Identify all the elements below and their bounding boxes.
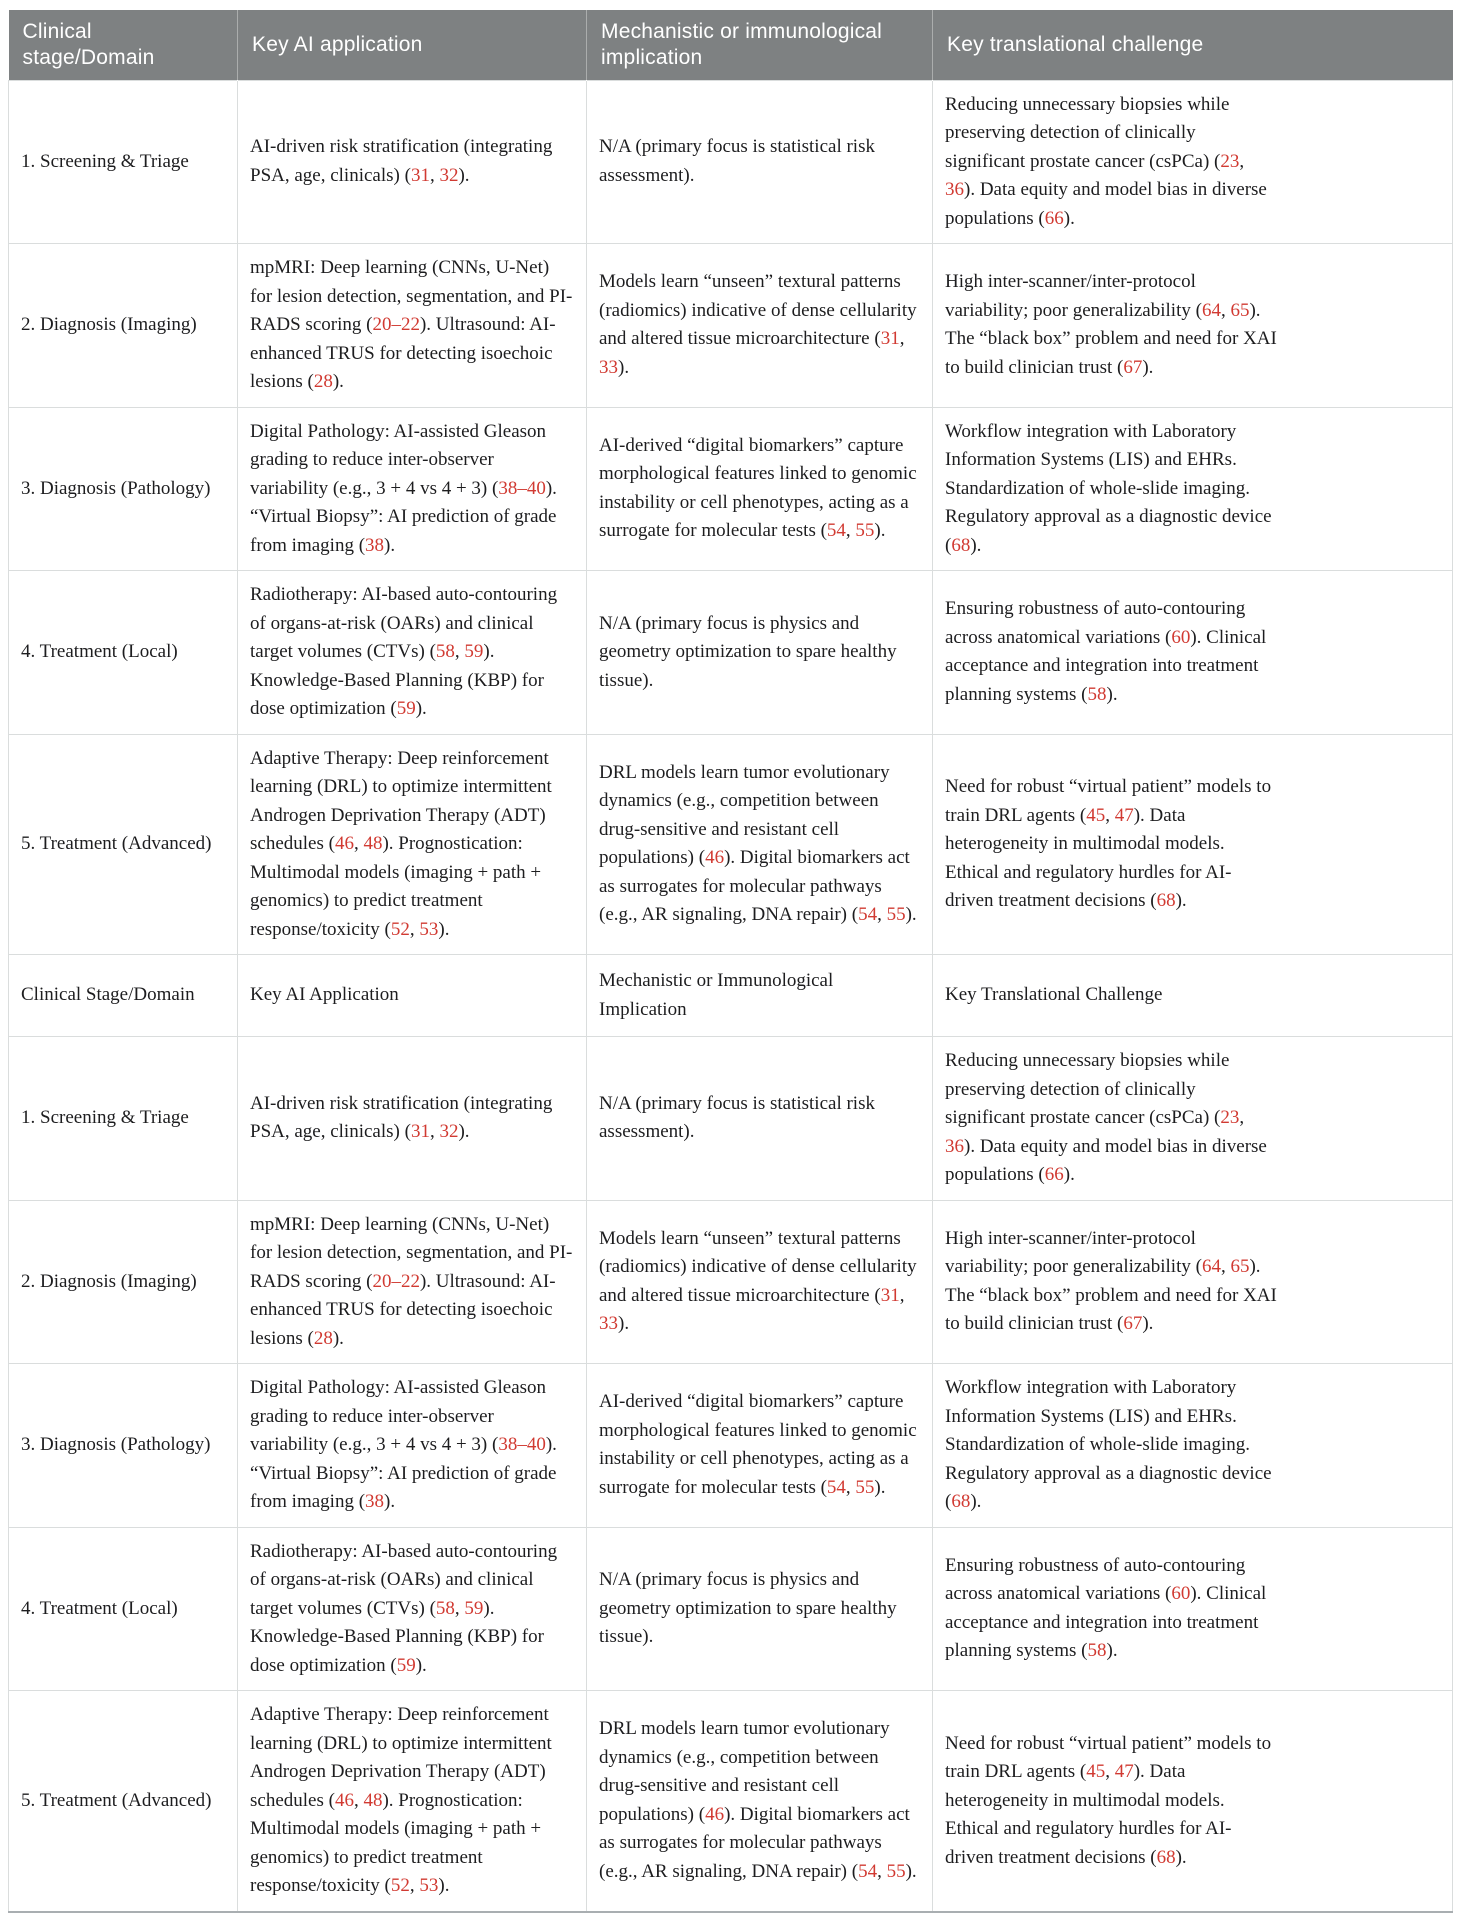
cell-ai-application: Radiotherapy: AI-based auto-contouring of organs-at-risk (OARs) and clinical target volumes (CTVs) (58, 59). Knowledge-Based Planning (KBP) for dose optimization (59). [238,571,587,735]
cell-translational-challenge: Reducing unnecessary biopsies while preserving detection of clinically significant prostate cancer (csPCa) (23, 36). Data equity and model bias in diverse populations (66). [933,80,1453,244]
citation-ref[interactable]: 68 [951,1491,971,1512]
citation-ref[interactable]: 45 [1086,1761,1106,1782]
citation-ref[interactable]: 47 [1114,804,1134,826]
cell-translational-challenge: Reducing unnecessary biopsies while preserving detection of clinically significant prostate cancer (csPCa) (23, 36). Data equity and model bias in diverse populations (66). [933,1037,1453,1201]
cell-clinical-stage: 2. Diagnosis (Imaging) [9,1200,238,1364]
cell-mechanistic-implication: DRL models learn tumor evolutionary dynamics (e.g., competition between drug-sensitive and resistant cell populations) (46). Digital biomarkers act as surrogates for molecular pathways (e.g., AR signaling, DNA repair) (54, 55). [587,734,933,955]
table-row [9,1691,1453,1912]
cell-clinical-stage: 4. Treatment (Local) [9,1527,238,1691]
citation-ref[interactable]: 66 [1044,207,1064,229]
cell-translational-challenge: Need for robust “virtual patient” models to train DRL agents (45, 47). Data heterogeneity in multimodal models. Ethical and regulatory hurdles for AI-driven treatment decisions (68). [933,734,1453,955]
clinical-ai-table [8,10,1453,1913]
citation-ref[interactable]: 65 [1230,299,1250,321]
citation-ref[interactable]: 64 [1201,299,1221,321]
citation-ref[interactable]: 48 [363,1789,383,1811]
citation-ref[interactable]: 67 [1123,356,1143,378]
citation-ref[interactable]: 54 [858,1860,878,1882]
citation-ref[interactable]: 47 [1114,1761,1134,1782]
table-row [9,734,1453,955]
citation-ref[interactable]: 67 [1123,1313,1143,1335]
cell-translational-challenge: Ensuring robustness of auto-contouring across anatomical variations (60). Clinical acceptance and integration into treatment planning systems (58). [933,571,1453,735]
citation-ref[interactable]: 58 [435,1597,455,1619]
citation-ref[interactable]: 33 [599,1313,618,1335]
cell-ai-application: AI-driven risk stratification (integrating PSA, age, clinicals) (31, 32). [238,1037,587,1201]
cell-clinical-stage: 4. Treatment (Local) [9,571,238,735]
cell-mechanistic-implication: DRL models learn tumor evolutionary dynamics (e.g., competition between drug-sensitive and resistant cell populations) (46). Digital biomarkers act as surrogates for molecular pathways (e.g., AR signaling, DNA repair) (54, 55). [587,1691,933,1912]
citation-ref[interactable]: 68 [1156,890,1176,911]
citation-ref[interactable]: 32 [439,164,459,186]
cell-ai-application: Radiotherapy: AI-based auto-contouring of organs-at-risk (OARs) and clinical target volumes (CTVs) (58, 59). Knowledge-Based Planning (KBP) for dose optimization (59). [238,1527,587,1691]
citation-ref[interactable]: 60 [1171,626,1191,648]
citation-ref[interactable]: 58 [1087,1640,1107,1662]
column-header-translational-challenge: Key translational challenge [933,10,1453,80]
citation-ref[interactable]: 53 [419,1875,439,1896]
repeat-header-row [9,955,1453,1037]
cell-clinical-stage: 5. Treatment (Advanced) [9,734,238,955]
citation-ref[interactable]: 58 [1087,683,1107,705]
citation-ref[interactable]: 59 [464,641,484,662]
citation-ref[interactable]: 46 [334,833,354,854]
table-row [9,244,1453,408]
citation-ref[interactable]: 20–22 [372,314,420,335]
repeat-header-cell: Clinical Stage/Domain [9,955,238,1037]
cell-ai-application: Digital Pathology: AI-assisted Gleason grading to reduce inter-observer variability (e.g., 3 + 4 vs 4 + 3) (38–40). “Virtual Biopsy”: AI prediction of grade from imaging (38). [238,407,587,571]
cell-clinical-stage: 1. Screening & Triage [9,1037,238,1201]
cell-mechanistic-implication: N/A (primary focus is physics and geometry optimization to spare healthy tissue). [587,1527,933,1691]
cell-ai-application: mpMRI: Deep learning (CNNs, U-Net) for lesion detection, segmentation, and PI-RADS scoring (20–22). Ultrasound: AI-enhanced TRUS for detecting isoechoic lesions (28). [238,1200,587,1364]
cell-ai-application: Digital Pathology: AI-assisted Gleason grading to reduce inter-observer variability (e.g., 3 + 4 vs 4 + 3) (38–40). “Virtual Biopsy”: AI prediction of grade from imaging (38). [238,1364,587,1528]
citation-ref[interactable]: 58 [435,641,455,662]
cell-translational-challenge: High inter-scanner/inter-protocol variability; poor generalizability (64, 65). The “black box” problem and need for XAI to build clinician trust (67). [933,1200,1453,1364]
citation-ref[interactable]: 59 [396,698,416,719]
cell-mechanistic-implication: N/A (primary focus is statistical risk assessment). [587,80,933,244]
citation-ref[interactable]: 53 [419,918,439,940]
citation-ref[interactable]: 48 [363,833,383,854]
citation-ref[interactable]: 55 [886,904,906,926]
citation-ref[interactable]: 20–22 [372,1270,420,1292]
table-row [9,1364,1453,1528]
citation-ref[interactable]: 38 [365,534,385,556]
repeat-header-cell: Key AI Application [238,955,587,1037]
cell-mechanistic-implication: AI-derived “digital biomarkers” capture morphological features linked to genomic instability or cell phenotypes, acting as a surrogate for molecular tests (54, 55). [587,1364,933,1528]
citation-ref[interactable]: 55 [855,1476,875,1498]
cell-mechanistic-implication: N/A (primary focus is statistical risk assessment). [587,1037,933,1201]
cell-translational-challenge: Ensuring robustness of auto-contouring across anatomical variations (60). Clinical acceptance and integration into treatment planning systems (58). [933,1527,1453,1691]
citation-ref[interactable]: 64 [1201,1256,1221,1278]
citation-ref[interactable]: 31 [410,164,430,186]
cell-mechanistic-implication: Models learn “unseen” textural patterns (radiomics) indicative of dense cellularity and altered tissue microarchitecture (31, 33). [587,244,933,408]
cell-mechanistic-implication: Models learn “unseen” textural patterns (radiomics) indicative of dense cellularity and altered tissue microarchitecture (31, 33). [587,1200,933,1364]
table-row [9,407,1453,571]
citation-ref[interactable]: 54 [858,904,878,926]
citation-ref[interactable]: 54 [826,1476,846,1498]
citation-ref[interactable]: 23 [1220,150,1240,172]
citation-ref[interactable]: 46 [705,1803,725,1825]
column-header-key-ai-application: Key AI application [238,10,587,80]
repeat-header-cell: Mechanistic or Immunological Implication [587,955,933,1037]
citation-ref[interactable]: 68 [951,534,971,556]
table-row [9,1200,1453,1364]
cell-clinical-stage: 1. Screening & Triage [9,80,238,244]
table-row [9,571,1453,735]
citation-ref[interactable]: 31 [410,1121,430,1143]
table-row [9,1527,1453,1691]
citation-ref[interactable]: 38 [365,1491,385,1512]
cell-translational-challenge: Workflow integration with Laboratory Information Systems (LIS) and EHRs. Standardization of whole-slide imaging. Regulatory approval as a diagnostic device (68). [933,407,1453,571]
citation-ref[interactable]: 59 [464,1597,484,1619]
citation-ref[interactable]: 59 [396,1654,416,1676]
repeat-header-cell: Key Translational Challenge [933,955,1453,1037]
citation-ref[interactable]: 45 [1086,804,1106,826]
cell-clinical-stage: 2. Diagnosis (Imaging) [9,244,238,408]
citation-ref[interactable]: 66 [1044,1164,1064,1185]
citation-ref[interactable]: 31 [880,328,900,350]
cell-ai-application: Adaptive Therapy: Deep reinforcement learning (DRL) to optimize intermittent Androgen Deprivation Therapy (ADT) schedules (46, 48). Prognostication: Multimodal models (imaging + path + genomics) to predict treatment response/toxicity (52, 53). [238,734,587,955]
citation-ref[interactable]: 52 [390,1875,410,1896]
citation-ref[interactable]: 52 [390,918,410,940]
cell-translational-challenge: Need for robust “virtual patient” models to train DRL agents (45, 47). Data heterogeneity in multimodal models. Ethical and regulatory hurdles for AI-driven treatment decisions (68). [933,1691,1453,1912]
column-header-mechanistic-implication: Mechanistic or immunological implication [587,10,933,80]
citation-ref[interactable]: 65 [1230,1256,1250,1278]
citation-ref[interactable]: 46 [334,1789,354,1811]
citation-ref[interactable]: 38–40 [498,477,546,499]
citation-ref[interactable]: 28 [313,371,333,392]
cell-clinical-stage: 3. Diagnosis (Pathology) [9,1364,238,1528]
citation-ref[interactable]: 36 [945,1135,964,1157]
citation-ref[interactable]: 28 [313,1327,333,1349]
table-row [9,80,1453,244]
cell-ai-application: Adaptive Therapy: Deep reinforcement learning (DRL) to optimize intermittent Androgen Deprivation Therapy (ADT) schedules (46, 48). Prognostication: Multimodal models (imaging + path + genomics) to predict treatment response/toxicity (52, 53). [238,1691,587,1912]
cell-mechanistic-implication: AI-derived “digital biomarkers” capture morphological features linked to genomic instability or cell phenotypes, acting as a surrogate for molecular tests (54, 55). [587,407,933,571]
citation-ref[interactable]: 55 [855,520,875,542]
citation-ref[interactable]: 36 [945,179,964,200]
citation-ref[interactable]: 23 [1220,1107,1240,1128]
cell-mechanistic-implication: N/A (primary focus is physics and geometry optimization to spare healthy tissue). [587,571,933,735]
citation-ref[interactable]: 68 [1156,1846,1176,1868]
cell-translational-challenge: High inter-scanner/inter-protocol variability; poor generalizability (64, 65). The “black box” problem and need for XAI to build clinician trust (67). [933,244,1453,408]
citation-ref[interactable]: 33 [599,356,618,378]
table-row [9,1037,1453,1201]
table-header-row [9,10,1453,80]
cell-ai-application: mpMRI: Deep learning (CNNs, U-Net) for lesion detection, segmentation, and PI-RADS scoring (20–22). Ultrasound: AI-enhanced TRUS for detecting isoechoic lesions (28). [238,244,587,408]
citation-ref[interactable]: 46 [705,847,725,869]
cell-clinical-stage: 3. Diagnosis (Pathology) [9,407,238,571]
citation-ref[interactable]: 31 [880,1284,900,1306]
citation-ref[interactable]: 60 [1171,1583,1191,1605]
citation-ref[interactable]: 32 [439,1121,459,1143]
cell-clinical-stage: 5. Treatment (Advanced) [9,1691,238,1912]
citation-ref[interactable]: 38–40 [498,1434,546,1455]
cell-translational-challenge: Workflow integration with Laboratory Information Systems (LIS) and EHRs. Standardization of whole-slide imaging. Regulatory approval as a diagnostic device (68). [933,1364,1453,1528]
citation-ref[interactable]: 54 [826,520,846,542]
citation-ref[interactable]: 55 [886,1860,906,1882]
cell-ai-application: AI-driven risk stratification (integrating PSA, age, clinicals) (31, 32). [238,80,587,244]
column-header-clinical-stage: Clinical stage/Domain [9,10,238,80]
